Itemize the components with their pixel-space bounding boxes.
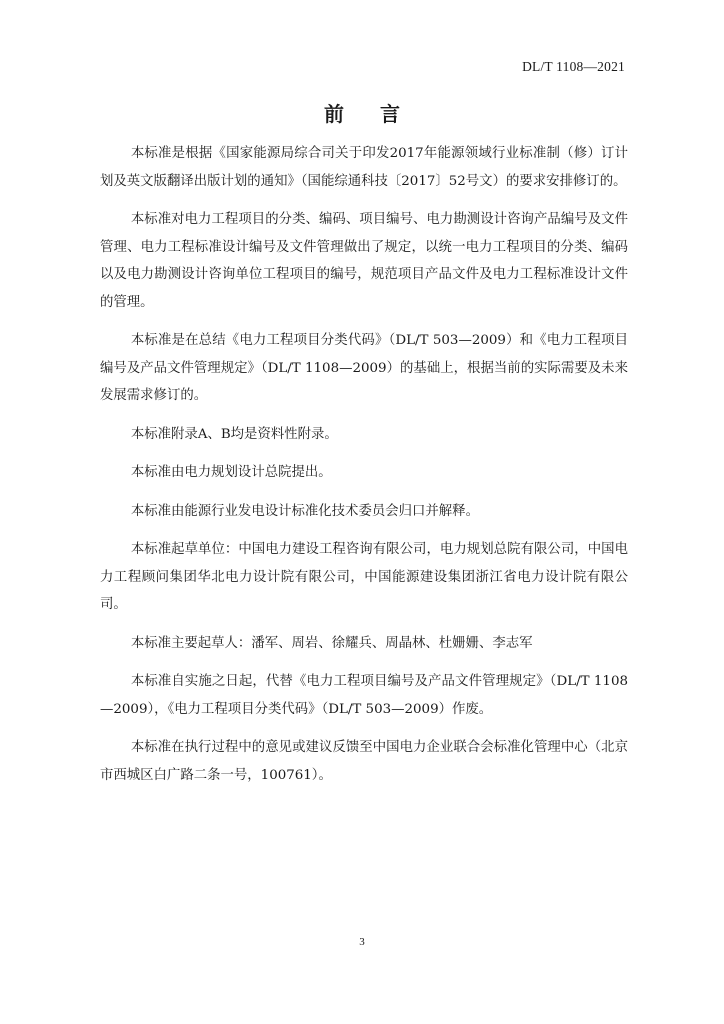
- paragraph: 本标准起草单位：中国电力建设工程咨询有限公司，电力规划总院有限公司，中国电力工程顾问集团华北电力设计院有限公司，中国能源建设集团浙江省电力设计院有限公司。: [100, 542, 628, 612]
- page-number: 3: [359, 936, 365, 948]
- paragraph: 本标准主要起草人：潘军、周岩、徐耀兵、周晶林、杜姗姗、李志军: [130, 635, 533, 651]
- preface-body: [100, 140, 628, 800]
- paragraph: 本标准对电力工程项目的分类、编码、项目编号、电力勘测设计咨询产品编号及文件管理、电力工程标准设计编号及文件管理做出了规定，以统一电力工程项目的分类、编码以及电力勘测设计咨询单位工程项目的编号，规范项目产品文件及电力工程标准设计文件的管理。: [100, 212, 628, 310]
- paragraph: 本标准在执行过程中的意见或建议反馈至中国电力企业联合会标准化管理中心（北京市西城区白广路二条一号，100761）。: [100, 740, 628, 783]
- paragraph: 本标准是根据《国家能源局综合司关于印发2017年能源领域行业标准制（修）订计划及英文版翻译出版计划的通知》（国能综通科技〔2017〕52号文）的要求安排修订的。: [100, 146, 628, 189]
- paragraph: 本标准自实施之日起，代替《电力工程项目编号及产品文件管理规定》（DL/T 1108—2009），《电力工程项目分类代码》（DL/T 503—2009）作废。: [100, 674, 628, 717]
- paragraph: 本标准附录A、B均是资料性附录。: [130, 426, 338, 442]
- title-char-1: 前: [324, 102, 344, 126]
- paragraph: 本标准是在总结《电力工程项目分类代码》（DL/T 503—2009）和《电力工程项目编号及产品文件管理规定》（DL/T 1108—2009）的基础上，根据当前的实际需要及未来发展需求修订的。: [100, 333, 628, 403]
- standard-code: DL/T 1108—2021: [522, 59, 625, 74]
- page-title: [0, 98, 724, 127]
- title-char-2: 言: [380, 102, 400, 126]
- paragraph: 本标准由电力规划设计总院提出。: [130, 465, 332, 480]
- paragraph: 本标准由能源行业发电设计标准化技术委员会归口并解释。: [130, 503, 479, 519]
